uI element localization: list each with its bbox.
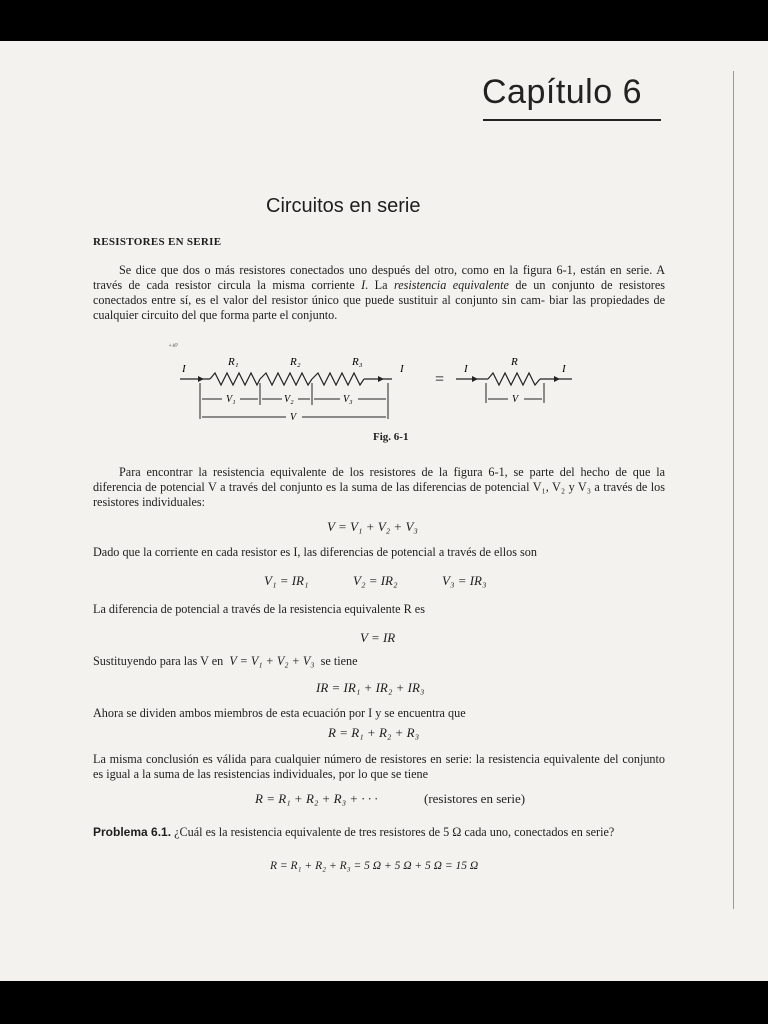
series-circuit-figure [160,337,600,429]
paragraph-5 [93,654,665,669]
equation-r-general-note: (resistores en serie) [424,791,526,806]
problem-text-line-2: serie? [585,825,615,839]
current-arrow-left [198,376,204,382]
eq-current-arrow-left [472,376,478,382]
intro-line-2e: de un conjunto [508,278,595,292]
v-equiv-label: V [512,394,519,405]
r-equiv-label: R [511,356,518,368]
problem-label: Problema 6.1. [93,825,172,839]
r3-label: R₃ [352,356,363,368]
chapter-title: Capítulo 6 [482,73,642,111]
eq-current-label-right: I [562,363,566,375]
intro-line-2c: . La [365,278,394,292]
para5-text-a: Sustituyendo para las V en [93,654,224,668]
paragraph-4: La diferencia de potencial a través de la resistencia equivalente R es [93,602,425,616]
para5-equation-inline: V = V₁ + V₂ + V₃ [229,654,315,668]
paragraph-3: Dado que la corriente en cada resistor es I, las diferencias de potencial a través de ellos son [93,545,537,559]
chapter-title-rule [483,119,661,121]
section-title: Circuitos en serie [266,195,421,217]
intro-line-4: biar las propiedades de cualquier circuito del que forma parte el conjunto. [93,293,665,322]
current-label-left: I [182,363,186,375]
intro-equivalent-term: resistencia equivalente [393,278,509,292]
intro-paragraph [93,263,665,323]
problem-solution: R = R₁ + R₂ + R₃ = 5 Ω + 5 Ω + 5 Ω = 15 Ω [270,860,479,872]
v2-label: V₂ [284,394,294,405]
equation-r-sum: R = R₁ + R₂ + R₃ [328,725,420,740]
problem-text-line-1: ¿Cuál es la resistencia equivalente de tres resistores de 5 Ω cada uno, conectados en [174,825,583,839]
intro-current-symbol: I [361,278,366,292]
paragraph-6: Ahora se dividen ambos miembros de esta ecuación por I y se encuentra que [93,706,466,720]
para7-line-2: del conjunto es igual a la suma de las resistencias individuales, por lo que se tiene [93,752,665,781]
r2-label: R₂ [290,356,301,368]
para2-line-3: y V₃ a través de los resistores individuales: [93,480,665,509]
intro-line-3: de resistores conectados entre sí, es el valor del resistor único que puede sustituir al conjunto sin cam- [93,278,666,307]
paragraph-7 [93,752,665,782]
para2-line-2: que la diferencia de potencial V a través del conjunto es la suma de las diferencias de potencial V₁, V₂ [93,465,665,494]
paragraph-2 [93,465,665,510]
r1-label: R₁ [228,356,239,368]
v1-label: V₁ [226,394,236,405]
para7-line-1: La misma conclusión es válida para cualquier número de resistores en serie: la resistencia equivalente [93,752,600,766]
resistor-r2 [260,373,312,385]
eq-current-label-left: I [464,363,468,375]
current-arrow-right [378,376,384,382]
current-label-right: I [400,363,404,375]
eq-current-arrow-right [554,376,560,382]
para2-line-1: Para encontrar la resistencia equivalente de los resistores de la figura 6-1, se parte del hecho de [119,465,627,479]
intro-line-1: Se dice que dos o más resistores conectados uno después del otro, como en la figura 6-1, están en [119,263,622,277]
equation-v1: V₁ = IR₁ [264,573,309,588]
resistor-r3 [312,373,364,385]
equation-v2: V₂ = IR₂ [353,573,398,588]
resistor-r1 [210,373,260,385]
equals-sign: = [434,371,445,388]
page-edge-line [733,71,734,909]
scanned-page [0,41,768,981]
equation-ohm: V = IR [360,630,396,645]
intro-line-2a: serie. A través de cada resistor circula la misma corriente [93,263,665,292]
stray-mark: ⁺ᵏ⁰ [168,342,178,351]
para5-text-c: se tiene [320,654,358,668]
subsection-heading: RESISTORES EN SERIE [93,236,222,248]
v-total-label: V [290,412,297,423]
equation-r-general: R = R₁ + R₂ + R₃ + · · · [255,791,378,806]
equation-ir-sum: IR = IR₁ + IR₂ + IR₃ [316,680,425,695]
equation-v3: V₃ = IR₃ [442,573,487,588]
v3-label: V₃ [343,394,353,405]
problem-6-1 [93,825,665,840]
equation-voltage-sum: V = V₁ + V₂ + V₃ [327,519,418,534]
figure-caption: Fig. 6-1 [373,431,409,443]
resistor-equivalent [488,373,540,385]
